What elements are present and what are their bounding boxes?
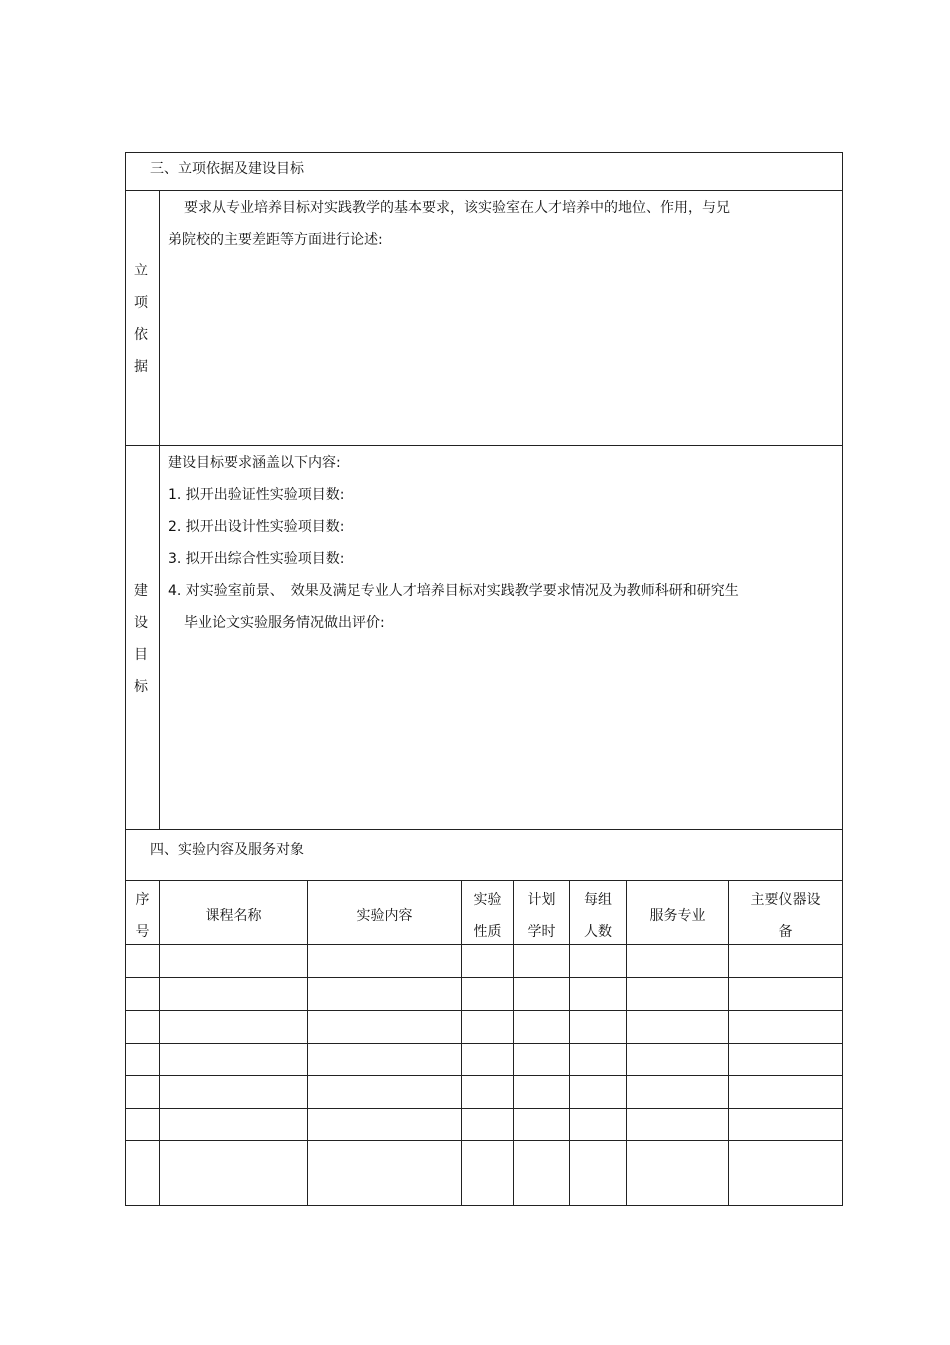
col-header-course-name: 课程名称 [205,908,262,924]
table-row[interactable] [126,945,842,977]
col-header-planned-hours: 计划 学时 [527,892,556,940]
basis-instruction-line-1: 要求从专业培养目标对实践教学的基本要求，该实验室在人才培养中的地位、作用，与兄 [184,200,730,216]
goals-input-area[interactable] [161,640,841,828]
goals-label-char: 目 [134,647,148,663]
col-header-experiment-content: 实验内容 [356,908,413,924]
table-row[interactable] [126,1076,842,1108]
col-header-served-major: 服务专业 [649,908,706,924]
col-header-index: 序 号 [135,892,150,940]
basis-label-char: 项 [134,295,148,311]
goals-label-char: 建 [134,583,148,599]
basis-label-char: 依 [134,327,148,343]
table-row[interactable] [126,1141,842,1205]
col-header-group-size: 每组 人数 [584,892,612,940]
goals-line-2: 2. 拟开出设计性实验项目数: [168,519,345,535]
basis-label-char: 据 [134,359,148,375]
goals-line-4: 4. 对实验室前景、 效果及满足专业人才培养目标对实践教学要求情况及为教师科研和研究生 [168,583,739,599]
goals-line-1: 1. 拟开出验证性实验项目数: [168,487,345,503]
section4-title: 四、实验内容及服务对象 [150,842,304,858]
goals-line-intro: 建设目标要求涵盖以下内容: [168,455,341,471]
basis-label-char: 立 [134,263,148,279]
table-row[interactable] [126,1011,842,1043]
goals-label-char: 标 [134,679,148,695]
col-header-main-equipment: 主要仪器设 备 [750,892,821,940]
goals-label-char: 设 [134,615,148,631]
goals-line-3: 3. 拟开出综合性实验项目数: [168,551,345,567]
table-row[interactable] [126,1109,842,1140]
basis-input-area[interactable] [161,256,841,444]
table-row[interactable] [126,1044,842,1075]
table-row[interactable] [126,978,842,1010]
section3-title: 三、立项依据及建设目标 [150,161,304,177]
goals-line-4-cont: 毕业论文实验服务情况做出评价: [184,615,385,631]
col-header-experiment-type: 实验 性质 [473,892,502,940]
basis-instruction-line-2: 弟院校的主要差距等方面进行论述: [168,232,383,248]
